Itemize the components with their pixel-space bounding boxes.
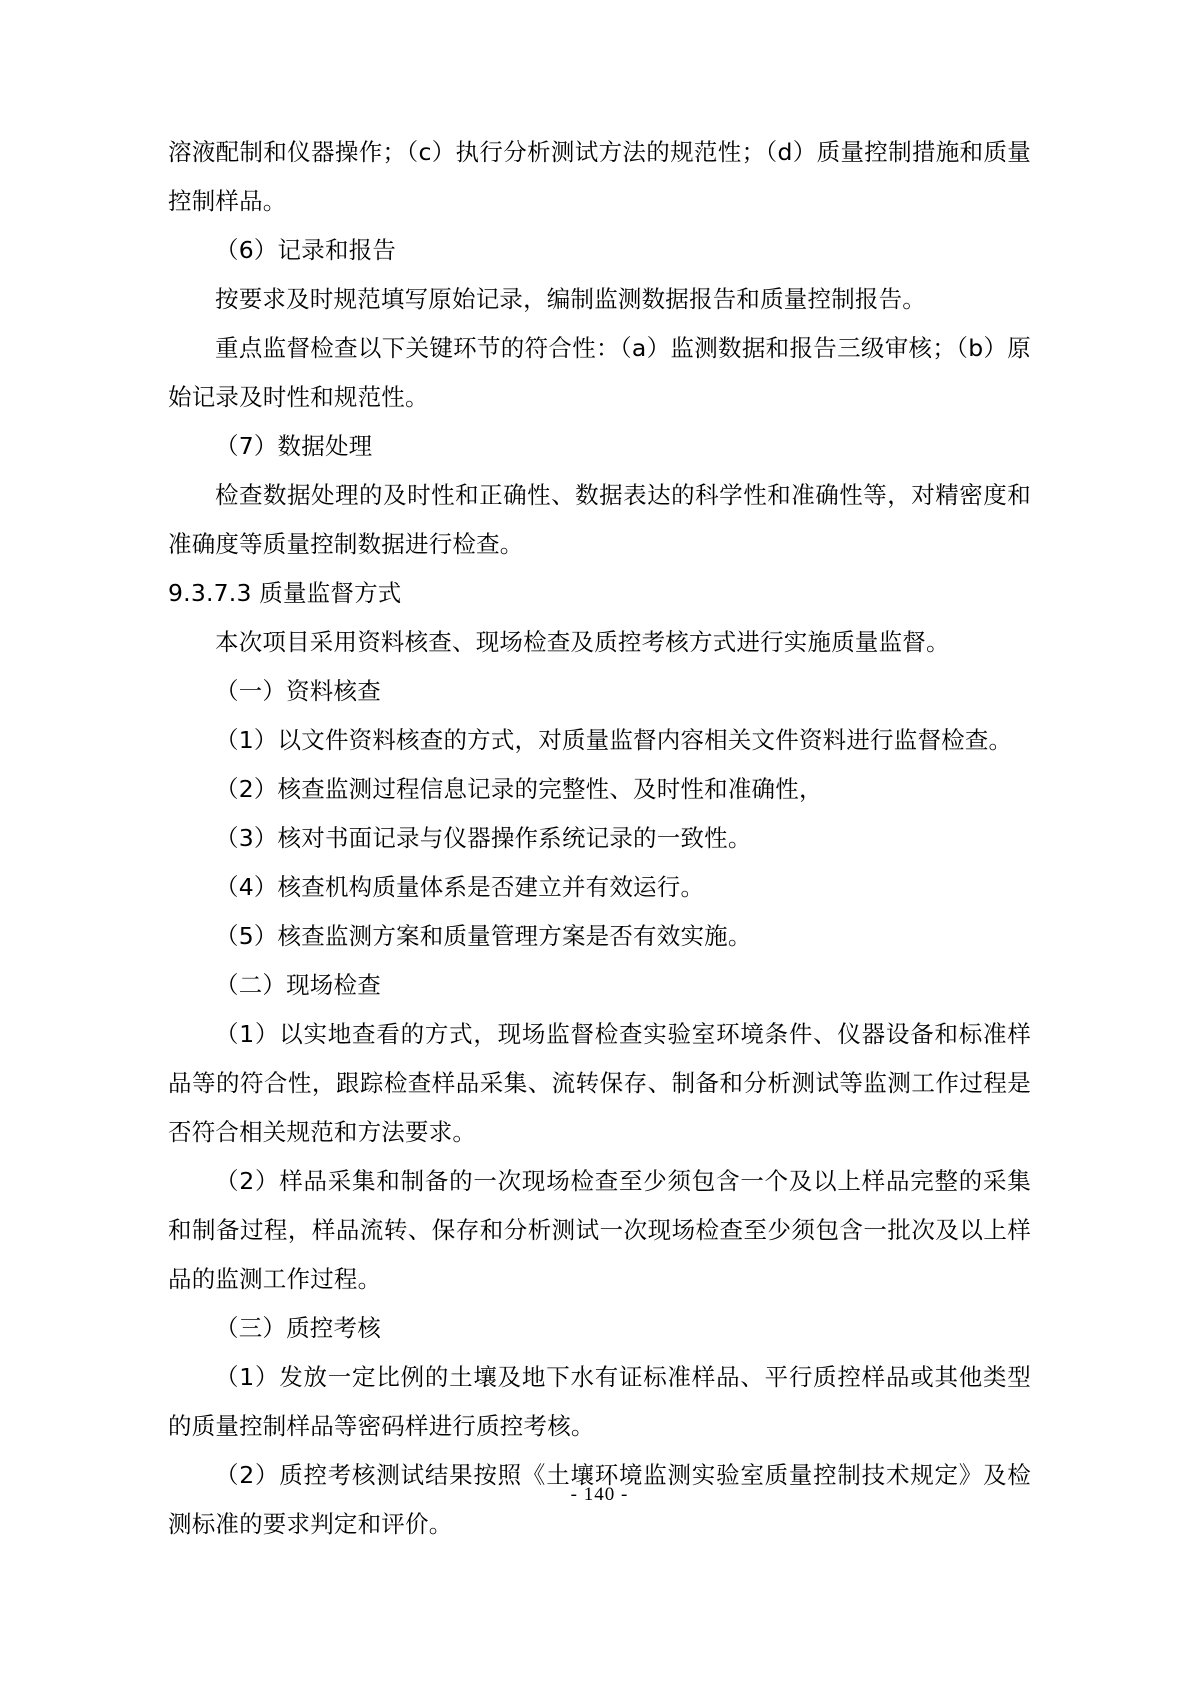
paragraph: 本次项目采用资料核查、现场检查及质控考核方式进行实施质量监督。	[215, 628, 950, 656]
paragraph: 按要求及时规范填写原始记录，编制监测数据报告和质量控制报告。	[215, 285, 926, 313]
paragraph: （2）核查监测过程信息记录的完整性、及时性和准确性，	[215, 775, 823, 803]
paragraph: （2）质控考核测试结果按照《土壤环境监测实验室质量控制技术规定》及检测标准的要求判定和评价。	[168, 1461, 1031, 1538]
paragraph: 重点监督检查以下关键环节的符合性：（a）监测数据和报告三级审核；（b）原始记录及时性和规范性。	[168, 334, 1031, 411]
paragraph: （1）发放一定比例的土壤及地下水有证标准样品、平行质控样品或其他类型的质量控制样品等密码样进行质控考核。	[168, 1363, 1031, 1440]
page-number: - 140 -	[570, 1484, 629, 1505]
paragraph: 溶液配制和仪器操作；（c）执行分析测试方法的规范性；（d）质量控制措施和质量控制样品。	[168, 138, 1031, 215]
paragraph: （一）资料核查	[215, 677, 381, 705]
paragraph: （5）核查监测方案和质量管理方案是否有效实施。	[215, 922, 752, 950]
paragraph: （二）现场检查	[215, 971, 381, 999]
paragraph: （1）以实地查看的方式，现场监督检查实验室环境条件、仪器设备和标准样品等的符合性，跟踪检查样品采集、流转保存、制备和分析测试等监测工作过程是否符合相关规范和方法要求。	[168, 1020, 1031, 1146]
paragraph: （3）核对书面记录与仪器操作系统记录的一致性。	[215, 824, 752, 852]
paragraph: （7）数据处理	[215, 432, 373, 460]
paragraph: （三）质控考核	[215, 1314, 381, 1342]
section-heading: 9.3.7.3 质量监督方式	[168, 579, 402, 607]
paragraph: 检查数据处理的及时性和正确性、数据表达的科学性和准确性等，对精密度和准确度等质量控制数据进行检查。	[168, 481, 1031, 558]
paragraph: （2）样品采集和制备的一次现场检查至少须包含一个及以上样品完整的采集和制备过程，样品流转、保存和分析测试一次现场检查至少须包含一批次及以上样品的监测工作过程。	[168, 1167, 1031, 1293]
paragraph: （1）以文件资料核查的方式，对质量监督内容相关文件资料进行监督检查。	[215, 726, 1013, 754]
page-body	[168, 128, 1031, 1549]
paragraph: （4）核查机构质量体系是否建立并有效运行。	[215, 873, 705, 901]
paragraph: （6）记录和报告	[215, 236, 397, 264]
